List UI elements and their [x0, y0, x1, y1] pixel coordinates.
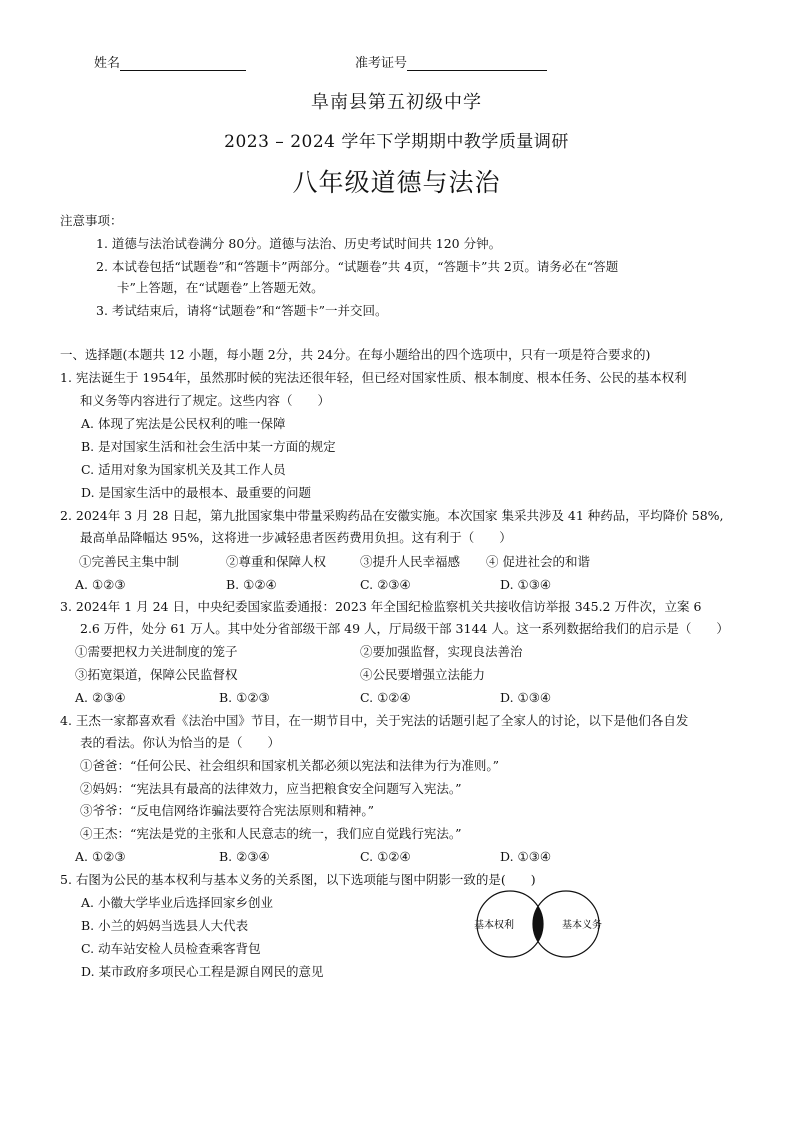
q2-option-c: C. ②③④: [360, 577, 411, 592]
q5-stem-line-1: 5. 右图为公民的基本权利与基本义务的关系图，以下选项能与图中阴影一致的是( ): [60, 872, 536, 887]
q4-statement-2: ②妈妈：“宪法具有最高的法律效力，应当把粮食安全问题写入宪法。”: [80, 781, 462, 796]
q5-option-b: B. 小兰的妈妈当选县人大代表: [81, 918, 249, 933]
name-blank: [120, 56, 246, 71]
q2-statement-2: ②尊重和保障人权: [226, 554, 327, 569]
q2-statement-1: ①完善民主集中制: [79, 554, 180, 569]
note-2-line-2: 卡”上答题，在“试题卷”上答题无效。: [117, 280, 324, 295]
q4-statement-1: ①爸爸：“任何公民、社会组织和国家机关都必须以宪法和法律为行为准则。”: [80, 758, 500, 773]
name-field: [94, 52, 246, 71]
q1-option-b: B. 是对国家生活和社会生活中某一方面的规定: [81, 439, 336, 454]
term-title: 2023 – 2024 学年下学期期中教学质量调研: [224, 132, 569, 152]
q3-option-d: D. ①③④: [500, 690, 552, 705]
q4-option-a: A. ①②③: [75, 849, 126, 864]
note-1: 1. 道德与法治试卷满分 80分。道德与法治、历史考试时间共 120 分钟。: [96, 236, 502, 251]
q3-stem-line-2: 2.6 万件，处分 61 万人。其中处分省部级干部 49 人，厅局级干部 3144 人。这一系列数据给我们的启示是（ ）: [80, 621, 729, 636]
name-label: 姓名: [94, 56, 121, 71]
q4-option-b: B. ②③④: [219, 849, 270, 864]
exam-number-label: 准考证号: [355, 56, 408, 71]
q1-stem-line-1: 1. 宪法诞生于 1954年，虽然那时候的宪法还很年轻，但已经对国家性质、根本制度、根本任务、公民的基本权利: [60, 370, 687, 385]
school-title: 阜南县第五初级中学: [311, 92, 482, 113]
q4-stem-line-2: 表的看法。你认为恰当的是（ ）: [80, 735, 281, 750]
q3-statement-4: ④公民要增强立法能力: [360, 667, 486, 682]
q4-stem-line-1: 4. 王杰一家都喜欢看《法治中国》节目，在一期节目中，关于宪法的话题引起了全家人的讨论，以下是他们各自发: [60, 713, 689, 728]
q1-option-a: A. 体现了宪法是公民权利的唯一保障: [81, 416, 286, 431]
q5-option-d: D. 某市政府多项民心工程是源自网民的意见: [81, 964, 324, 979]
rights-duties-venn-diagram: [466, 890, 610, 958]
q4-option-d: D. ①③④: [500, 849, 552, 864]
q2-stem-line-1: 2. 2024年 3 月 28 日起，第九批国家集中带量采购药品在安徽实施。本次国家 集采共涉及 41 种药品，平均降价 58%,: [60, 508, 724, 523]
exam-number-blank: [407, 56, 547, 71]
q1-option-c: C. 适用对象为国家机关及其工作人员: [81, 462, 286, 477]
q1-option-d: D. 是国家生活中的最根本、最重要的问题: [81, 485, 312, 500]
q2-option-a: A. ①②③: [75, 577, 126, 592]
q1-stem-line-2: 和义务等内容进行了规定。这些内容（ ）: [80, 393, 331, 408]
note-3: 3. 考试结束后，请将“试题卷”和“答题卡”一并交回。: [96, 303, 388, 318]
q2-option-b: B. ①②④: [226, 577, 277, 592]
q3-stem-line-1: 3. 2024年 1 月 24 日，中央纪委国家监委通报：2023 年全国纪检监察机关共接收信访举报 345.2 万件次，立案 6: [60, 599, 702, 614]
section-1-heading: 一、选择题(本题共 12 小题，每小题 2分，共 24分。在每小题给出的四个选项中，只有一项是符合要求的): [60, 347, 651, 362]
venn-left-label: 基本权利: [474, 920, 514, 931]
note-2-line-1: 2. 本试卷包括“试题卷”和“答题卡”两部分。“试题卷”共 4页，“答题卡”共 2页。请务必在“答题: [96, 259, 619, 274]
subject-title: 八年级道德与法治: [292, 168, 501, 197]
notes-heading: 注意事项：: [60, 213, 123, 228]
venn-right-label: 基本义务: [562, 920, 602, 931]
q4-statement-4: ④王杰：“宪法是党的主张和人民意志的统一，我们应自觉践行宪法。”: [80, 826, 462, 841]
q2-statement-3: ③提升人民幸福感: [360, 554, 461, 569]
q2-stem-line-2: 最高单品降幅达 95%，这将进一步减轻患者医药费用负担。这有利于（ ）: [80, 530, 512, 545]
q3-statement-1: ①需要把权力关进制度的笼子: [75, 644, 238, 659]
q3-option-b: B. ①②③: [219, 690, 270, 705]
q2-option-d: D. ①③④: [500, 577, 552, 592]
q3-option-a: A. ②③④: [75, 690, 126, 705]
exam-number-field: [355, 52, 547, 71]
q4-statement-3: ③爷爷：“反电信网络诈骗法要符合宪法原则和精神。”: [80, 803, 375, 818]
q4-option-c: C. ①②④: [360, 849, 411, 864]
q3-statement-3: ③拓宽渠道，保障公民监督权: [75, 667, 238, 682]
q2-statement-4: ④ 促进社会的和谐: [486, 554, 590, 569]
q3-statement-2: ②要加强监督，实现良法善治: [360, 644, 523, 659]
q3-option-c: C. ①②④: [360, 690, 411, 705]
q5-option-a: A. 小徽大学毕业后选择回家乡创业: [81, 895, 273, 910]
q5-option-c: C. 动车站安检人员检查乘客背包: [81, 941, 261, 956]
